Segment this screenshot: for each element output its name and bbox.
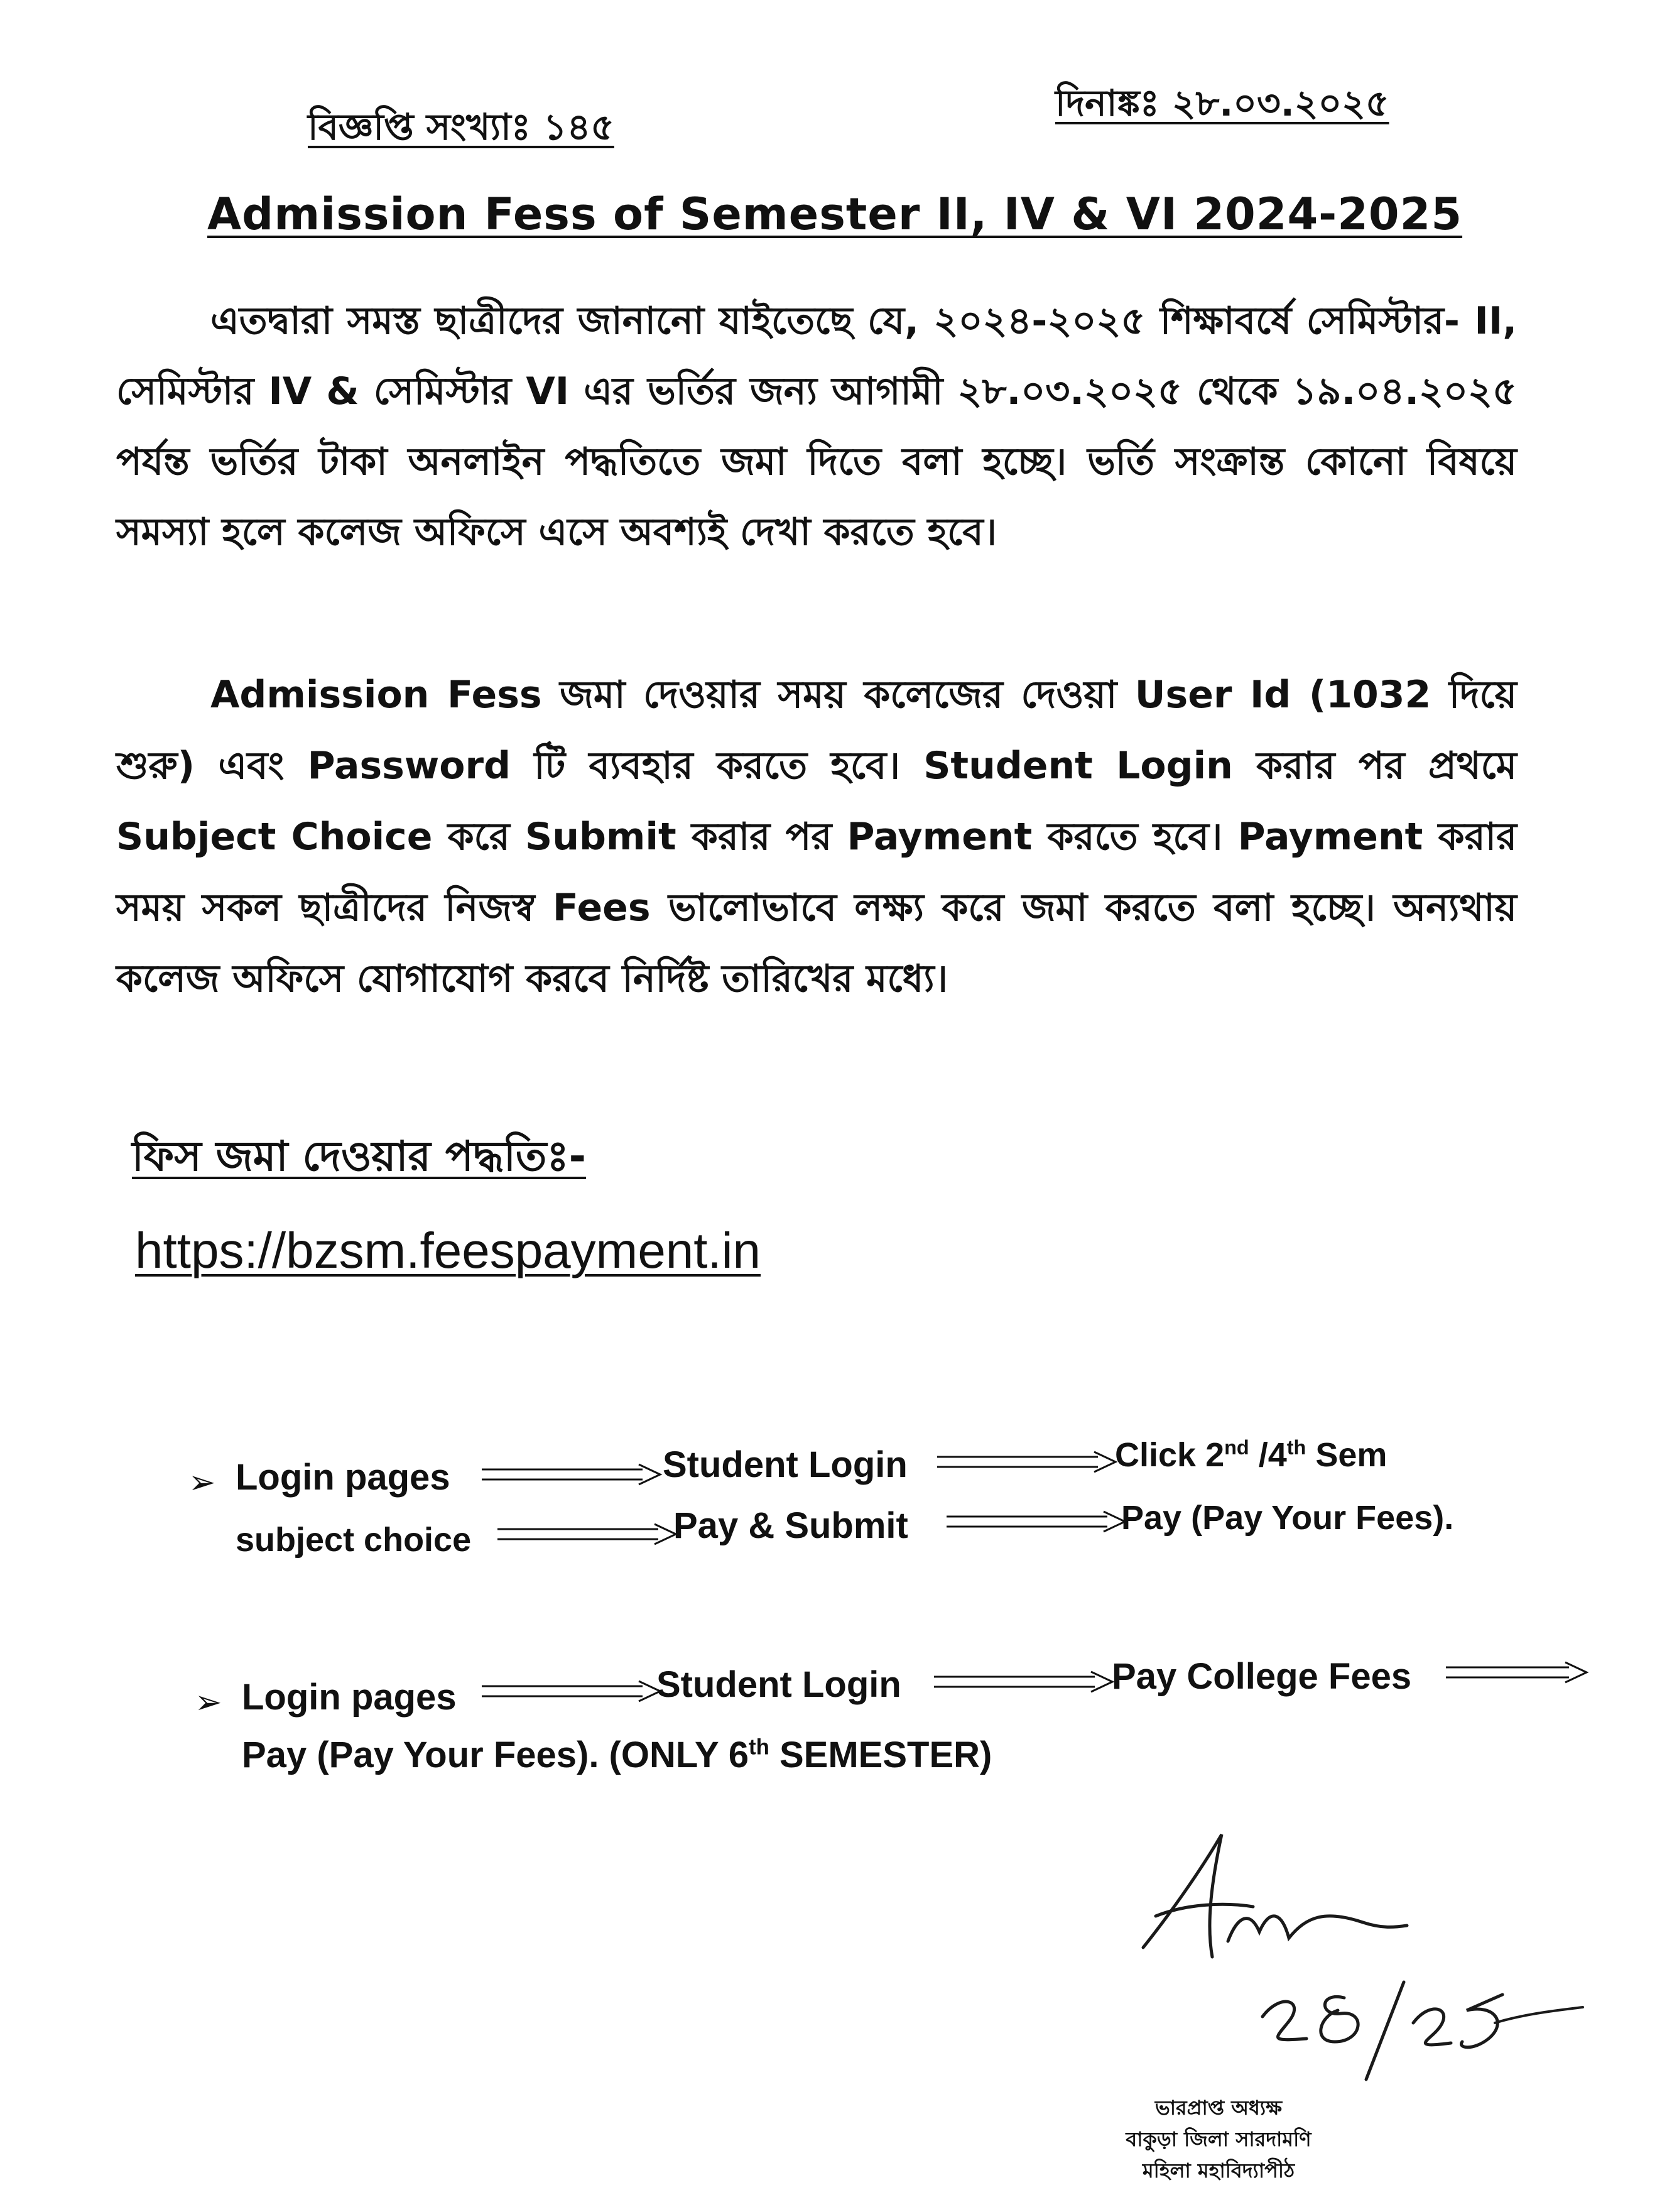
click-suffix: Sem xyxy=(1306,1436,1387,1474)
step2-student-login: Student Login xyxy=(656,1664,901,1705)
arrow-right-icon xyxy=(481,1461,663,1490)
payment-url-link[interactable]: https://bzsm.feespayment.in xyxy=(135,1223,761,1278)
paragraph-2-text: Admission Fess জমা দেওয়ার সময় কলেজের দেওয়া User Id (1032 দিয়ে শুরু) এবং Password টি ব্যবহার করতে হবে। Student Login করার পর প্রথমে Subject Choice করে Submit করার পর Payment করতে হবে। Payment করার সময় সকল ছাত্রীদের নিজস্ব Fees ভালোভাবে লক্ষ্য করে জমা করতে বলা হচ্ছে। অন্যথায় কলেজ অফিসে যোগাযোগ করবে নির্দিষ্ট তারিখের মধ্যে। xyxy=(116,673,1517,1001)
step1-login-pages: Login pages xyxy=(236,1457,450,1498)
paragraph-1-text: এতদ্বারা সমস্ত ছাত্রীদের জানানো যাইতেছে যে, ২০২৪-২০২৫ শিক্ষাবর্ষে সেমিস্টার- II, সেমিস্টার IV & সেমিস্টার VI এর ভর্তির জন্য আগামী ২৮.০৩.২০২৫ থেকে ১৯.০৪.২০২৫ পর্যন্ত ভর্তির টাকা অনলাইন পদ্ধতিতে জমা দিতে বলা হচ্ছে। ভর্তি সংক্রান্ত কোনো বিষয়ে সমস্যা হলে কলেজ অফিসে এসে অবশ্যই দেখা করতে হবে। xyxy=(116,299,1517,554)
bullet-icon: ➢ xyxy=(188,1464,216,1501)
step1-pay-fees: Pay (Pay Your Fees). xyxy=(1121,1499,1454,1537)
notice-date: দিনাঙ্কঃ ২৮.০৩.২০২৫ xyxy=(1055,82,1389,124)
arrow-right-icon xyxy=(496,1520,678,1549)
bullet-icon: ➢ xyxy=(195,1684,222,1721)
step2-login-pages: Login pages xyxy=(242,1677,457,1718)
seal-line-3: মহিলা মহাবিদ্যাপীঠ xyxy=(1142,2159,1295,2182)
sup-nd: nd xyxy=(1224,1436,1249,1459)
click-mid: /4 xyxy=(1249,1436,1287,1474)
sup-th: th xyxy=(749,1735,769,1760)
step1-subject-choice: subject choice xyxy=(236,1521,472,1559)
notice-title: Admission Fess of Semester II, IV & VI 2024-2025 xyxy=(207,188,1463,240)
arrow-right-icon xyxy=(1445,1659,1589,1687)
step1-click-sem xyxy=(1115,1436,1387,1474)
seal-line-2: বাকুড়া জিলা সারদামণি xyxy=(1126,2127,1311,2151)
principal-seal xyxy=(1055,2092,1382,2186)
step1-student-login: Student Login xyxy=(663,1444,908,1485)
arrow-right-icon xyxy=(933,1668,1115,1697)
step1-pay-submit: Pay & Submit xyxy=(673,1505,908,1546)
sup-th: th xyxy=(1286,1436,1306,1459)
seal-line-1: ভারপ্রাপ্ত অধ্যক্ষ xyxy=(1154,2096,1283,2120)
arrow-right-icon xyxy=(936,1448,1118,1477)
pay-fees-suffix: SEMESTER) xyxy=(769,1735,992,1775)
arrow-right-icon xyxy=(945,1508,1127,1537)
step2-pay-college-fees: Pay College Fees xyxy=(1112,1656,1412,1697)
notice-number: বিজ্ঞপ্তি সংখ্যাঃ ১৪৫ xyxy=(308,106,614,148)
paragraph-2 xyxy=(116,660,1517,1015)
fee-method-heading: ফিস জমা দেওয়ার পদ্ধতিঃ- xyxy=(132,1132,587,1180)
paragraph-1 xyxy=(116,286,1517,567)
pay-fees-prefix: Pay (Pay Your Fees). (ONLY 6 xyxy=(242,1735,749,1775)
handwritten-signature xyxy=(1118,1822,1595,2086)
arrow-right-icon xyxy=(481,1677,663,1706)
click-prefix: Click 2 xyxy=(1115,1436,1225,1474)
step2-pay-fees-only-6th xyxy=(242,1734,992,1776)
